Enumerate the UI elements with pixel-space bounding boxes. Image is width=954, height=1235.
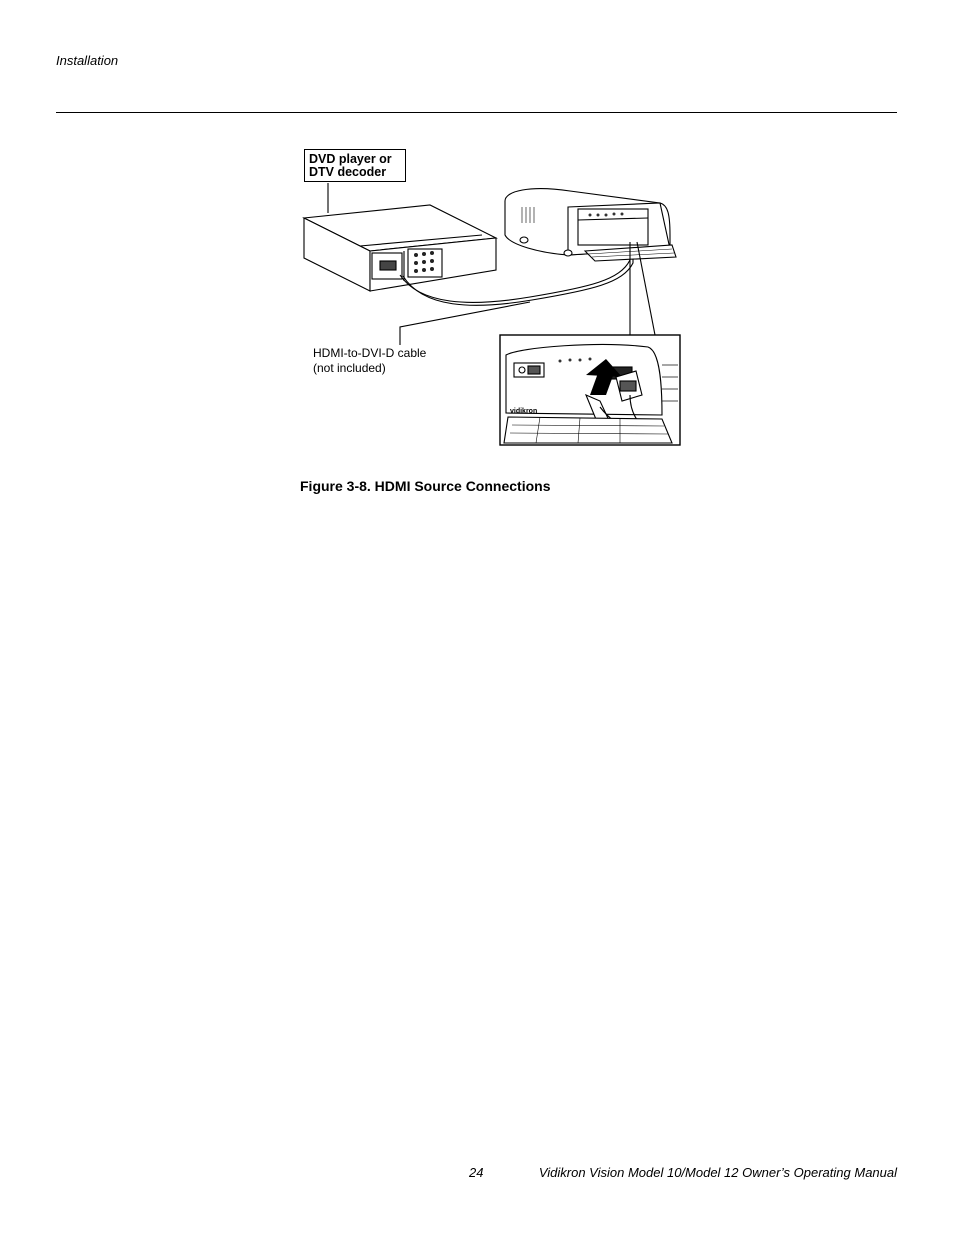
callout-line-1: DVD player or xyxy=(309,152,392,166)
running-head: Installation xyxy=(56,53,119,68)
cable-label-line-1: HDMI-to-DVI-D cable xyxy=(313,346,427,360)
dvd-player-illustration xyxy=(304,205,496,291)
header-rule xyxy=(56,112,897,113)
callout-line-2: DTV decoder xyxy=(309,165,387,179)
cable-label xyxy=(313,346,426,376)
cable-label-line-2: (not included) xyxy=(313,361,386,375)
manual-title: Vidikron Vision Model 10/Model 12 Owner’s Operating Manual xyxy=(538,1165,897,1180)
hdmi-connection-figure xyxy=(300,145,685,450)
figure-caption: Figure 3-8. HDMI Source Connections xyxy=(300,478,551,494)
projector-illustration xyxy=(505,189,676,261)
page-number: 24 xyxy=(469,1165,484,1180)
connection-illustration xyxy=(300,145,685,450)
svg-text:vidikron: vidikron xyxy=(510,408,538,415)
dvd-callout-box xyxy=(304,149,406,182)
inset-detail-illustration xyxy=(500,335,680,445)
